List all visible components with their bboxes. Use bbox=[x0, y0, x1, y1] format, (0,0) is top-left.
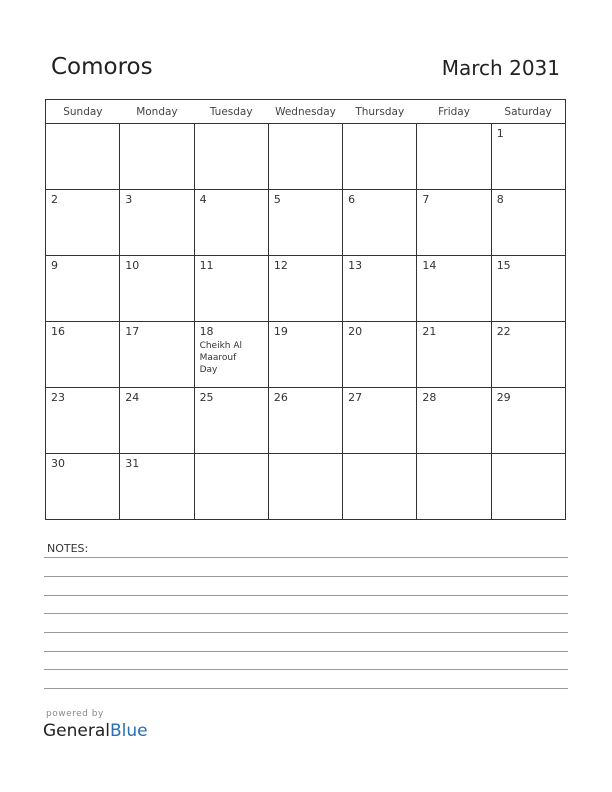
calendar-grid bbox=[45, 99, 566, 520]
calendar-week-row bbox=[46, 124, 566, 190]
calendar-day-cell bbox=[268, 322, 342, 388]
calendar-day-cell bbox=[120, 388, 194, 454]
day-number: 10 bbox=[125, 259, 140, 272]
calendar-day-cell bbox=[417, 322, 491, 388]
weekday-header-row bbox=[46, 100, 566, 124]
notes-label: NOTES: bbox=[47, 542, 89, 555]
day-number: 24 bbox=[125, 391, 140, 404]
calendar-week-row bbox=[46, 454, 566, 520]
calendar-day-cell bbox=[46, 454, 120, 520]
day-number: 11 bbox=[199, 259, 214, 272]
notes-line bbox=[44, 688, 568, 689]
day-number: 20 bbox=[348, 325, 363, 338]
calendar-day-cell bbox=[343, 124, 417, 190]
day-number: 5 bbox=[273, 193, 281, 206]
calendar-day-cell bbox=[268, 388, 342, 454]
calendar-week-row bbox=[46, 190, 566, 256]
calendar-day-cell bbox=[343, 256, 417, 322]
notes-line bbox=[44, 651, 568, 652]
calendar-day-cell bbox=[194, 190, 268, 256]
day-number: 31 bbox=[125, 457, 140, 470]
calendar-month-title: March 2031 bbox=[441, 56, 560, 80]
day-number: 2 bbox=[51, 193, 58, 206]
day-number: 7 bbox=[422, 193, 430, 206]
calendar-day-cell bbox=[268, 124, 342, 190]
calendar-day-cell bbox=[491, 388, 565, 454]
day-number: 15 bbox=[496, 259, 511, 272]
notes-line bbox=[44, 557, 568, 558]
day-number: 9 bbox=[51, 259, 58, 272]
day-number: 28 bbox=[422, 391, 437, 404]
brand-logo bbox=[43, 721, 148, 741]
calendar-day-cell bbox=[46, 124, 120, 190]
day-number: 16 bbox=[51, 325, 65, 338]
calendar-week-row bbox=[46, 256, 566, 322]
day-number: 23 bbox=[51, 391, 65, 404]
calendar-day-cell bbox=[343, 322, 417, 388]
calendar-day-cell bbox=[194, 454, 268, 520]
calendar-day-cell bbox=[491, 190, 565, 256]
calendar-day-cell bbox=[343, 388, 417, 454]
day-number: 21 bbox=[422, 325, 437, 338]
calendar-day-cell bbox=[417, 124, 491, 190]
day-number: 6 bbox=[348, 193, 356, 206]
day-number: 4 bbox=[199, 193, 207, 206]
calendar-day-cell bbox=[46, 322, 120, 388]
day-number: 13 bbox=[348, 259, 363, 272]
notes-line bbox=[44, 576, 568, 577]
calendar-day-cell bbox=[120, 454, 194, 520]
day-number: 19 bbox=[273, 325, 288, 338]
calendar-day-cell bbox=[46, 256, 120, 322]
holiday-label: Cheikh Al Maarouf Day bbox=[199, 341, 243, 375]
day-number: 27 bbox=[348, 391, 363, 404]
weekday-saturday: Saturday bbox=[491, 100, 565, 124]
day-number: 22 bbox=[496, 325, 511, 338]
weekday-tuesday: Tuesday bbox=[194, 100, 268, 124]
calendar-day-cell bbox=[120, 256, 194, 322]
calendar-day-cell bbox=[194, 256, 268, 322]
notes-line bbox=[44, 669, 568, 670]
day-number: 17 bbox=[125, 325, 140, 338]
weekday-friday: Friday bbox=[417, 100, 491, 124]
calendar-week-row bbox=[46, 322, 566, 388]
calendar-day-cell bbox=[491, 322, 565, 388]
notes-line bbox=[44, 632, 568, 633]
calendar-day-cell bbox=[268, 454, 342, 520]
calendar-day-cell bbox=[417, 388, 491, 454]
calendar-week-row bbox=[46, 388, 566, 454]
calendar-day-cell bbox=[120, 190, 194, 256]
weekday-wednesday: Wednesday bbox=[268, 100, 342, 124]
calendar-day-cell bbox=[417, 454, 491, 520]
day-number: 25 bbox=[199, 391, 214, 404]
day-number: 18 bbox=[199, 325, 214, 338]
calendar-day-cell bbox=[120, 124, 194, 190]
calendar-day-cell bbox=[120, 322, 194, 388]
calendar-day-cell bbox=[343, 454, 417, 520]
calendar-day-cell bbox=[491, 256, 565, 322]
brand-blue: Blue bbox=[110, 721, 148, 741]
calendar-day-cell bbox=[194, 322, 268, 388]
weekday-thursday: Thursday bbox=[343, 100, 417, 124]
calendar-day-cell bbox=[417, 256, 491, 322]
weekday-monday: Monday bbox=[120, 100, 194, 124]
notes-line bbox=[44, 613, 568, 614]
powered-by-text: powered by bbox=[46, 709, 104, 719]
calendar-day-cell bbox=[343, 190, 417, 256]
brand-general: General bbox=[43, 721, 110, 741]
calendar-day-cell bbox=[268, 190, 342, 256]
calendar-day-cell bbox=[491, 124, 565, 190]
calendar-day-cell bbox=[417, 190, 491, 256]
notes-line bbox=[44, 595, 568, 596]
day-number: 29 bbox=[496, 391, 511, 404]
day-number: 14 bbox=[422, 259, 437, 272]
calendar-day-cell bbox=[268, 256, 342, 322]
calendar-day-cell bbox=[194, 388, 268, 454]
day-number: 26 bbox=[273, 391, 288, 404]
calendar-country-title: Comoros bbox=[51, 54, 153, 80]
calendar-day-cell bbox=[46, 388, 120, 454]
day-number: 12 bbox=[273, 259, 288, 272]
weekday-sunday: Sunday bbox=[46, 100, 120, 124]
calendar-day-cell bbox=[46, 190, 120, 256]
day-number: 30 bbox=[51, 457, 65, 470]
day-number: 8 bbox=[496, 193, 504, 206]
day-number: 3 bbox=[125, 193, 133, 206]
calendar-day-cell bbox=[491, 454, 565, 520]
day-number: 1 bbox=[496, 127, 504, 140]
calendar-day-cell bbox=[194, 124, 268, 190]
